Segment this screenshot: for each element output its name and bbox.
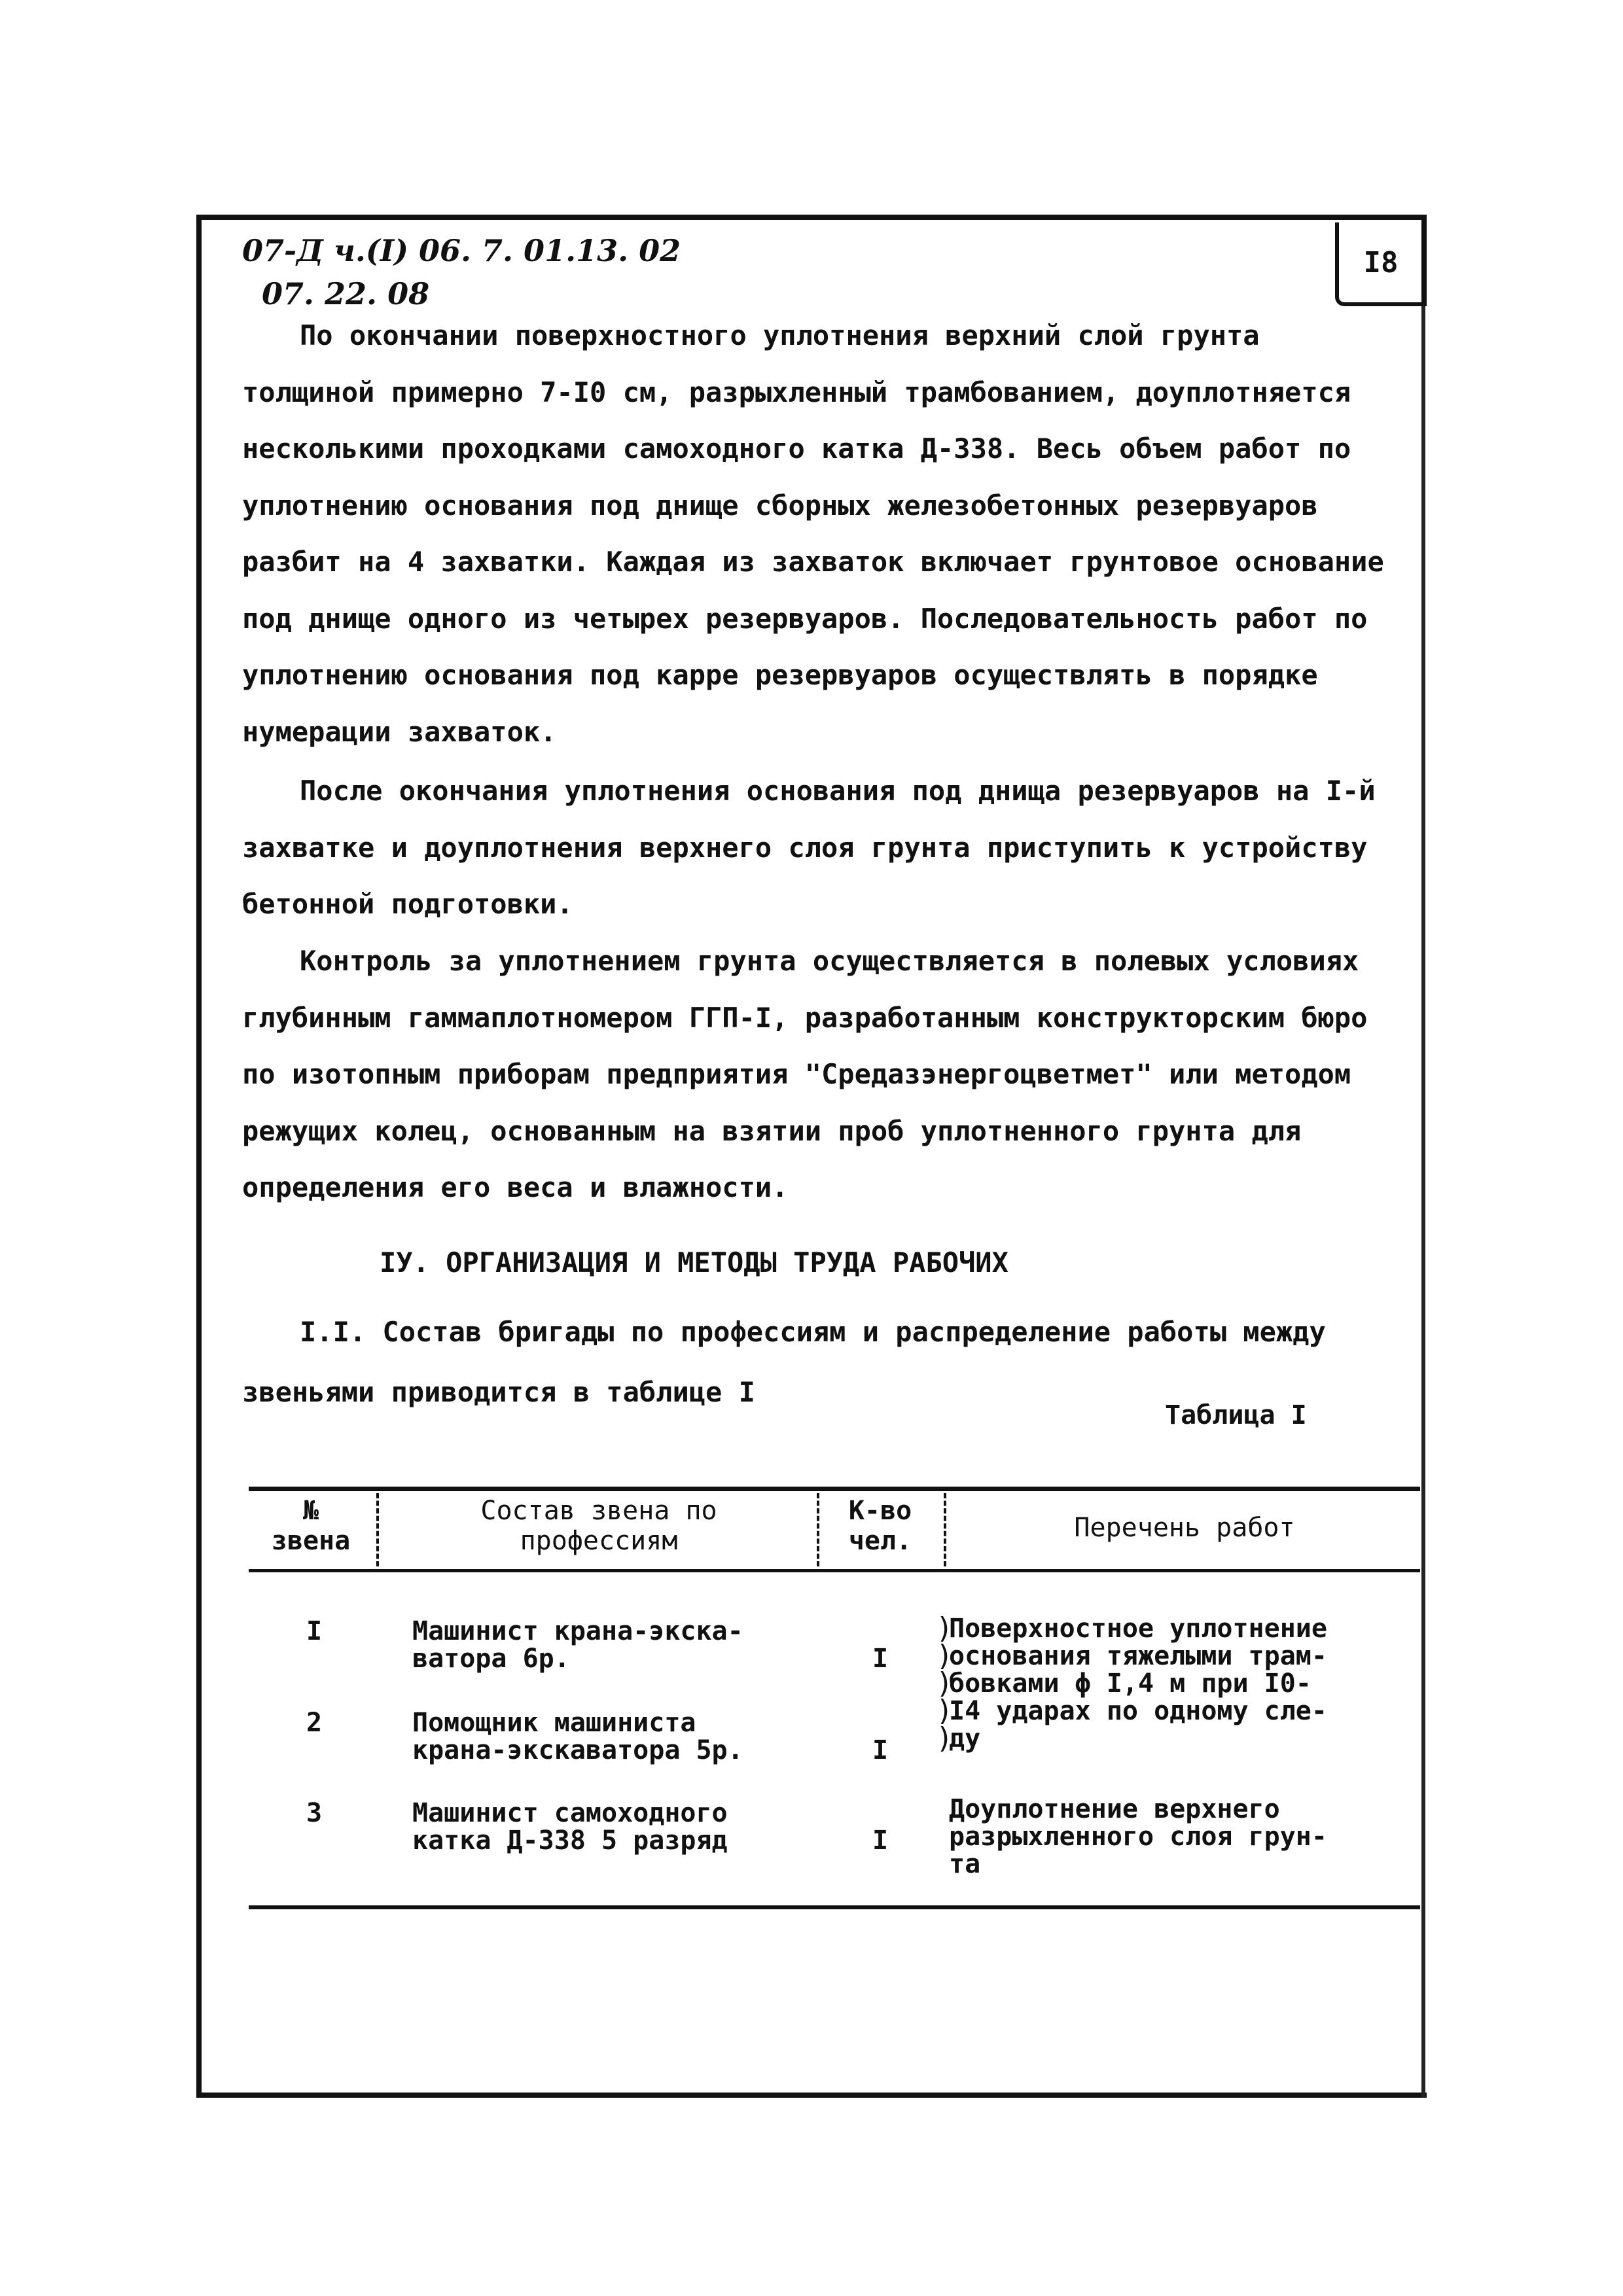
- row-3-composition-line-1: Машинист самоходного: [412, 1798, 728, 1828]
- header-number-line-2: звена: [271, 1526, 351, 1556]
- frame-right-line: [1421, 306, 1425, 2098]
- row-2-composition-line-2: крана-экскаватора 5р.: [412, 1735, 743, 1765]
- document-code-line-1: 07-Д ч.(I) 06. 7. 01.13. 02: [242, 233, 681, 268]
- row-1-composition-line-1: Машинист крана-экска-: [412, 1616, 743, 1646]
- header-composition-line-1: Состав звена по: [480, 1496, 717, 1526]
- document-codes: [242, 229, 681, 315]
- frame-top-line: [196, 215, 1427, 220]
- works-line: I4 ударах по одному сле-: [949, 1696, 1327, 1726]
- header-composition: [386, 1496, 812, 1556]
- row-1-count: I: [872, 1644, 889, 1674]
- paragraph-compaction-text: По окончании поверхностного уплотнения верхний слой грунта толщиной примерно 7-I0 см, разрыхленный трамбованием, доуплотняется несколькими проходками самоходного катка Д-338. Весь объем работ по уплотнению основания под днище сборных железобетонных резервуаров разбит на 4 захватки. Каждая из захваток включает грунтовое основание под днище одного из четырех резервуаров. Последовательность работ по уплотнению основания под карре резервуаров осуществлять в порядке нумерации захваток.: [242, 319, 1384, 748]
- row-3-composition: [412, 1799, 805, 1854]
- table-caption: Таблица I: [1165, 1400, 1307, 1430]
- header-composition-line-2: профессиям: [520, 1526, 678, 1556]
- row-3-count: I: [872, 1826, 889, 1856]
- subsection-text: I.I. Состав бригады по профессиям и распределение работы между звеньями приводится в таблице I: [242, 1316, 1326, 1408]
- table-column-separator: [944, 1493, 946, 1566]
- frame-bottom-line: [196, 2093, 1427, 2098]
- header-count-line-2: чел.: [848, 1526, 912, 1556]
- works-line: разрыхленного слоя грун-: [949, 1822, 1327, 1852]
- row-1-number: I: [306, 1616, 323, 1646]
- paragraph-compaction: [242, 308, 1400, 760]
- row-2-composition: [412, 1709, 805, 1764]
- section-heading: IУ. ОРГАНИЗАЦИЯ И МЕТОДЫ ТРУДА РАБОЧИХ: [380, 1246, 1008, 1279]
- row-2-number: 2: [306, 1708, 323, 1738]
- works-line: ду: [949, 1723, 981, 1754]
- table-header-rule: [249, 1569, 1420, 1572]
- works-line: Доуплотнение верхнего: [949, 1794, 1280, 1824]
- works-line: бовками ϕ I,4 м при I0-: [949, 1669, 1311, 1699]
- works-line: Поверхностное уплотнение: [949, 1614, 1327, 1644]
- header-count: [819, 1496, 941, 1556]
- page-number: I8: [1335, 222, 1423, 306]
- brace-icon: ) ) ) ) ): [936, 1612, 954, 1755]
- works-row-3: [949, 1795, 1407, 1878]
- header-number-line-1: №: [302, 1496, 319, 1526]
- table-top-rule: [249, 1487, 1420, 1491]
- row-2-count: I: [872, 1735, 889, 1765]
- row-2-composition-line-1: Помощник машиниста: [412, 1708, 696, 1738]
- row-3-composition-line-2: катка Д-338 5 разряд: [412, 1826, 728, 1856]
- frame-left-line: [196, 215, 202, 2098]
- table-column-separator: [376, 1493, 379, 1566]
- works-line: та: [949, 1849, 981, 1879]
- paragraph-concrete-prep: После окончания уплотнения основания под днища резервуаров на I-й захватке и доуплотнения верхнего слоя грунта приступить к устройству бетонной подготовки.: [242, 775, 1376, 920]
- works-rows-1-2: [949, 1615, 1407, 1752]
- document-code-line-2: 07. 22. 08: [262, 276, 430, 311]
- paragraph-control: Контроль за уплотнением грунта осуществляется в полевых условиях глубинным гаммаплотномером ГГП-I, разработанным конструкторским бюро по изотопным приборам предприятия "Средазэнергоцветмет" или методом режущих колец, основанным на взятии проб уплотненного грунта для определения его веса и влажности.: [242, 945, 1368, 1203]
- crew-table: [249, 1487, 1420, 1912]
- row-1-composition: [412, 1617, 805, 1672]
- header-works: Перечень работ: [1074, 1513, 1295, 1543]
- table-bottom-rule: [249, 1905, 1420, 1909]
- works-line: основания тяжелыми трам-: [949, 1641, 1327, 1671]
- header-count-line-1: К-во: [848, 1496, 912, 1526]
- header-number: [249, 1496, 373, 1556]
- row-1-composition-line-2: ватора 6р.: [412, 1644, 570, 1674]
- row-3-number: 3: [306, 1798, 323, 1828]
